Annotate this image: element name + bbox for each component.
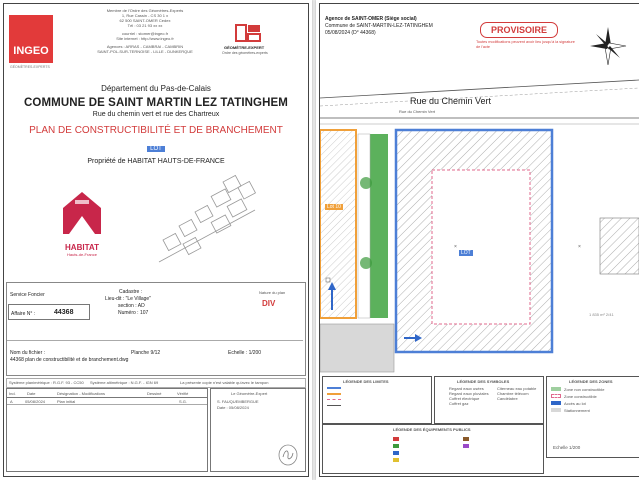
north-arrow-icon xyxy=(588,25,628,67)
agency: Agence de SAINT-OMER (Siège social) xyxy=(325,16,417,22)
rev-header-dessine: Dessiné xyxy=(147,391,162,396)
firm-line: Site internet : http://www.ingeo.fr xyxy=(116,36,174,41)
planche: Planche 9/12 xyxy=(131,350,161,356)
file-name: 44368 plan de constructibilité et de branchement.dwg xyxy=(10,357,129,363)
commune-title: COMMUNE DE SAINT MARTIN LEZ TATINGHEM xyxy=(24,97,288,109)
firm-header xyxy=(90,8,200,54)
department: Département du Pas-de-Calais xyxy=(101,84,211,93)
legend-zone-item: Accès au lot xyxy=(564,401,586,406)
cartouche-divider xyxy=(7,340,303,341)
legend-zone-item: Zone constructible xyxy=(564,394,597,399)
owner-line: Propriété de HABITAT HAUTS-DE-FRANCE xyxy=(87,158,225,165)
left-sheet xyxy=(0,0,312,480)
habitat-logo xyxy=(55,188,109,266)
legend-zone-item: Zone non constructible xyxy=(564,387,605,392)
file-label: Nom du fichier : xyxy=(10,350,46,356)
svg-text:×: × xyxy=(578,244,581,250)
legend-symbol-item: Coffret électrique xyxy=(449,396,480,401)
rev-cell-date: 05/08/2024 xyxy=(25,399,46,404)
cadastre-label: Cadastre : xyxy=(119,289,143,295)
ingeo-logo xyxy=(9,15,53,63)
nature-value: DIV xyxy=(262,299,276,308)
date-line: 05/08/2024 (D° 44368) xyxy=(325,30,376,36)
street-subtitle: Rue du chemin vert et rue des Chartreux xyxy=(92,111,220,118)
legend-line-blue xyxy=(327,387,341,389)
geometre-expert-logo xyxy=(235,24,261,42)
title-block xyxy=(0,84,312,166)
commune-line: Commune de SAINT-MARTIN-LEZ-TATINGHEM xyxy=(325,23,433,29)
legend-swatch-grey xyxy=(551,408,561,412)
plan-title: PLAN DE CONSTRUCTIBILITÉ ET DE BRANCHEMENT xyxy=(29,125,283,136)
rev-cell-verifie: S.G. xyxy=(179,399,188,404)
legend-swatch-blue xyxy=(551,401,561,405)
legend-symbol-item: Chambre télécom xyxy=(497,391,529,396)
location-sketch xyxy=(155,170,265,265)
legend-net-blue xyxy=(393,451,399,455)
rev-header-date: Date xyxy=(27,391,36,396)
revisions-table xyxy=(6,388,208,472)
firm-line: Membre de l'Ordre des Géomètres-Experts xyxy=(106,8,184,13)
legend-zones xyxy=(546,376,639,458)
rev-header-ind: Ind. xyxy=(9,391,16,396)
rev-header-desig: Désignation - Modifications xyxy=(57,391,106,396)
firm-line: 62 500 SAINT-OMER Cedex xyxy=(119,18,171,23)
legend-line-pink xyxy=(327,399,341,401)
legend-swatch-green xyxy=(551,387,561,391)
provisoire-notice: Toutes modifications peuvent avoir lieu jusqu'à la signature de l'acte xyxy=(476,40,575,49)
surveyor-title: Le Géomètre-Expert xyxy=(231,391,268,396)
legend-scale: Echelle 1/200 xyxy=(553,445,581,450)
street-label: Rue du Chemin Vert xyxy=(410,96,492,106)
habitat-name: HABITAT xyxy=(65,243,99,252)
habitat-house-icon xyxy=(55,188,109,238)
ge-logo-sub: Ordre des géomètres-experts xyxy=(222,51,268,55)
legend-symbol-item: Citerneau eau potable xyxy=(497,386,537,391)
legend-symbols-title: LÉGENDE DES SYMBOLES xyxy=(457,379,510,384)
rev-row-divider xyxy=(7,397,207,398)
ingeo-sub: GÉOMÈTRES-EXPERTS xyxy=(10,65,50,69)
legend-symbol-item: Coffret gaz xyxy=(449,401,469,406)
legend-net-brown xyxy=(463,437,469,441)
section: section : AD xyxy=(118,303,145,309)
legend-zone-item: Stationnement xyxy=(564,408,590,413)
legend-limits-title: LÉGENDE DES LIMITES xyxy=(343,379,389,384)
legend-line-orange xyxy=(327,393,341,395)
legend-swatch-pink xyxy=(551,394,561,398)
lot-badge: LOT xyxy=(147,146,165,152)
rev-cell-desig: Plan initial xyxy=(57,399,76,404)
firm-line: courriel : stomer@ingeo.fr xyxy=(121,31,169,36)
provisoire-stamp: PROVISOIRE xyxy=(480,22,558,38)
system-alti: Système altimétrique : N.G.F. - IGN 69 xyxy=(90,380,159,385)
affaire-number: 44368 xyxy=(54,309,74,316)
lieu-dit: Lieu-dit : "Le Village" xyxy=(105,296,151,302)
firm-line: Agences : ARRAS - CAMBRAI - CAMBRIN xyxy=(106,44,184,49)
surveyor-box xyxy=(210,388,306,472)
service-label: Service Foncier xyxy=(10,292,45,298)
surface-label: 1 835 m² 2/41 xyxy=(589,312,614,317)
habitat-sub: Hauts-de-France xyxy=(66,252,97,257)
legend-symbol-item: Candélabre xyxy=(497,396,518,401)
site-plan-drawing xyxy=(320,78,639,374)
legend-net-purple xyxy=(463,444,469,448)
rev-header-verifie: Vérifié xyxy=(177,391,189,396)
lot-center-label: LOT xyxy=(461,250,471,256)
echelle: Echelle : 1/200 xyxy=(228,350,262,356)
firm-line: 1, Rue Cassin - CS 30 1 x xyxy=(121,13,169,18)
lot-10-label: Lot 10 xyxy=(327,204,341,210)
numero: Numéro : 107 xyxy=(118,310,149,316)
legend-symbol-item: Regard eaux pluviales xyxy=(449,391,489,396)
ingeo-logo-text: INGEO xyxy=(13,45,49,57)
firm-line: SAINT-POL-SUR-TERNOISE - LILLE - DUNKERQUE xyxy=(97,49,193,54)
surveyor-date: Date : 05/08/2024 xyxy=(217,405,249,410)
system-plani: Système planimétrique : R.G.F. 93 - CC50 xyxy=(9,380,84,385)
legend-symbol-item: Regard eaux usées xyxy=(449,386,484,391)
legend-symbols xyxy=(434,376,544,424)
legend-networks xyxy=(322,424,544,474)
right-sheet xyxy=(316,0,639,480)
legend-zones-title: LÉGENDE DES ZONES xyxy=(569,379,613,384)
nature-label: Nature du plan xyxy=(259,290,286,295)
rev-row-divider xyxy=(7,404,207,405)
legend-networks-title: LÉGENDE DES ÉQUIPEMENTS PUBLICS xyxy=(393,427,471,432)
signature-stamp xyxy=(277,443,299,467)
legend-line-grey xyxy=(327,405,341,406)
firm-line: Tél : 03 21 93 xx xx xyxy=(127,23,163,28)
legend-net-green xyxy=(393,444,399,448)
affaire-label: Affaire N° : xyxy=(11,311,36,317)
surveyor-name: S. FAUQUEMBERGUE xyxy=(217,399,259,404)
legend-net-red xyxy=(393,437,399,441)
legend-net-yellow xyxy=(393,458,399,462)
system-note: La présente copie n'est valable qu'avec le tampon xyxy=(180,380,269,385)
legend-limits xyxy=(322,376,432,424)
svg-text:×: × xyxy=(454,244,457,250)
street-label-small: Rue du Chemin Vert xyxy=(399,109,436,114)
ge-logo-text: GÉOMÈTRE-EXPERT xyxy=(224,45,265,50)
rev-cell-ind: A xyxy=(10,399,13,404)
